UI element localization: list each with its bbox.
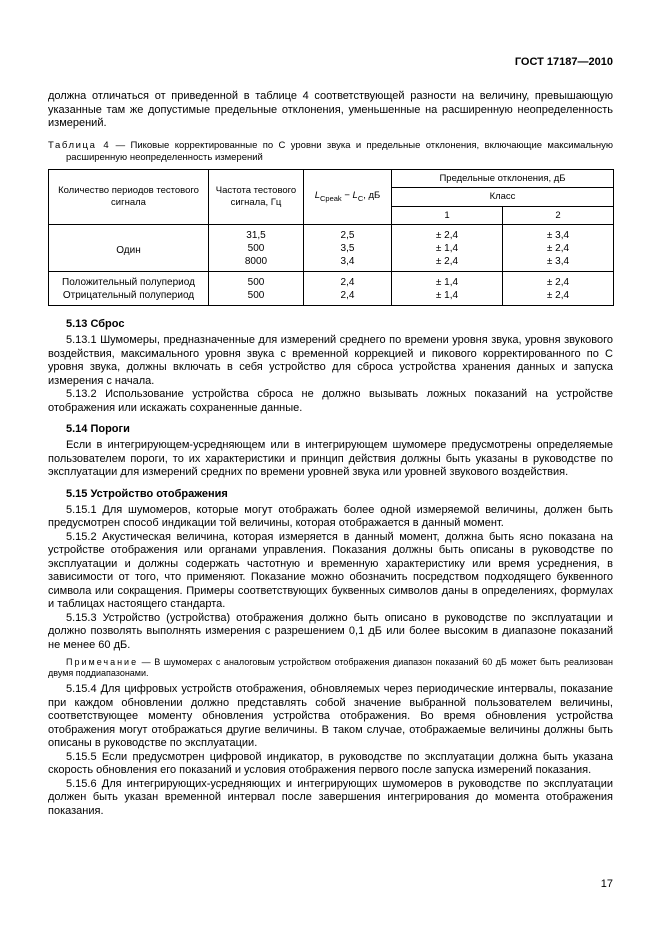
paragraph-5-15-1: 5.15.1 Для шумомеров, которые могут отображать более одной измеряемой величины, должен быть предусмотрен способ индикации той величины, которая отображается в данный момент. <box>48 503 613 529</box>
cell-lc: 2,4 <box>304 289 392 306</box>
paragraph-5-15-3: 5.15.3 Устройство (устройства) отображения должно быть описано в руководстве по эксплуатации и должно позволять выполнять измерения с разрешением 0,1 дБ или более высоким в диапазоне показаний не менее 60 дБ. <box>48 611 613 651</box>
col-header-class-2: 2 <box>503 206 614 225</box>
cell-class1: ± 1,4 <box>392 242 503 255</box>
lcpeak-symbol: L <box>314 189 320 201</box>
cell-group: Один <box>49 225 209 272</box>
cell-freq: 31,5 <box>209 225 304 243</box>
table-row <box>49 225 614 243</box>
minus-sign: − <box>341 189 353 201</box>
cell-freq: 500 <box>209 242 304 255</box>
table-4 <box>48 169 614 307</box>
table-caption-label: Таблица 4 <box>48 139 111 151</box>
cell-group: Положительный полупериод <box>49 272 209 290</box>
cell-class1: ± 1,4 <box>392 272 503 290</box>
paragraph-5-13-1: 5.13.1 Шумомеры, предназначенные для измерений среднего по времени уровня звука, уровня звукового воздействия, максимального уровня звука с временной коррекцией и пикового корректированного по C уровня звука, должны включать в себя устройство для сброса устройства хранения данных и запуска измерения с начала. <box>48 334 613 387</box>
paragraph-5-15-2: 5.15.2 Акустическая величина, которая измеряется в данный момент, должна быть ясно показана на устройстве отображения или органами управления. Показания должны быть описаны в руководстве по эксплуатации и должны содержать частотную и временную характеристику или время усреднения, в зависимости от того, что применяют. Показание можно обозначить посредством подходящего буквенного символа или сокращения. Примеры соответствующих буквенных символов даны в определениях, формулах и таблицах настоящего стандарта. <box>48 530 613 610</box>
note-5-15-3 <box>48 657 613 679</box>
cell-class2: ± 3,4 <box>503 225 614 243</box>
page-number: 17 <box>600 878 613 890</box>
lc-subscript: C <box>357 193 364 203</box>
section-heading-5-14: 5.14 Пороги <box>66 423 130 435</box>
paragraph-5-14: Если в интегрирующем-усредняющем или в интегрирующем шумомере предусмотрены определяемые пользователем пороги, то их характеристики и принцип действия должны быть указаны в руководстве по эксплуатации для измерений средних по времени уровней звука или уровней звукового воздействия. <box>48 439 613 478</box>
cell-lc: 2,5 <box>304 225 392 243</box>
table-row <box>49 272 614 290</box>
db-unit: , дБ <box>363 189 381 201</box>
paragraph-5-15-6: 5.15.6 Для интегрирующих-усредняющих и интегрирующих шумомеров в руководстве по эксплуатации должен быть указан временной интервал после завершения интегрирования до момента отображения показания. <box>48 777 613 817</box>
note-label: Примечание <box>66 657 139 667</box>
table-caption <box>48 140 613 164</box>
cell-lc: 3,5 <box>304 242 392 255</box>
col-header-periods: Количество периодов тестового сигнала <box>49 169 209 225</box>
col-header-class-1: 1 <box>392 206 503 225</box>
paragraph-5-15-5: 5.15.5 Если предусмотрен цифровой индикатор, в руководстве по эксплуатации должна быть указана скорость обновления его показаний и условия отображения первого после запуска измерений показания. <box>48 750 613 776</box>
cell-class2: ± 2,4 <box>503 289 614 306</box>
cell-class2: ± 2,4 <box>503 242 614 255</box>
paragraph-5-13-2: 5.13.2 Использование устройства сброса не должно вызывать ложных показаний на устройстве отображения или искажать сохраненные данные. <box>48 388 613 414</box>
cell-freq: 500 <box>209 289 304 306</box>
cell-lc: 2,4 <box>304 272 392 290</box>
col-header-frequency: Частота тестового сигнала, Гц <box>209 169 304 225</box>
table-row <box>49 289 614 306</box>
cell-freq: 500 <box>209 272 304 290</box>
col-header-lcpeak <box>304 169 392 225</box>
cell-class2: ± 3,4 <box>503 255 614 272</box>
note-text: — В шумомерах с аналоговым устройством отображения диапазон показаний 60 дБ может быть реализован двумя поддиапазонами. <box>48 657 613 678</box>
doc-code: ГОСТ 17187—2010 <box>514 56 613 68</box>
paragraph-5-15-4: 5.15.4 Для цифровых устройств отображения, обновляемых через периодические интервалы, показание при каждом обновлении должно представлять собой значение выбранной пользователем величины, соответствующее моменту обновления устройства отображения. Во время обновления устройства отображения могут отображаться другие величины. В таком случае, отображаемые величины должны быть описаны в руководстве по эксплуатации. <box>48 683 613 749</box>
intro-paragraph: должна отличаться от приведенной в таблице 4 соответствующей разности на величину, превышающую указанные там же допустимые предельные отклонения, уменьшенные на расширенную неопределенность измерений. <box>48 90 613 129</box>
table-header-row-1 <box>49 169 614 188</box>
lcpeak-subscript: Cpeak <box>320 193 342 203</box>
table-caption-separator: — <box>110 139 131 151</box>
cell-class1: ± 1,4 <box>392 289 503 306</box>
cell-class1: ± 2,4 <box>392 255 503 272</box>
section-heading-5-13: 5.13 Сброс <box>66 318 125 330</box>
col-header-limits-group: Предельные отклонения, дБ <box>392 169 614 188</box>
cell-class1: ± 2,4 <box>392 225 503 243</box>
cell-group: Отрицательный полупериод <box>49 289 209 306</box>
col-header-class: Класс <box>392 188 614 207</box>
cell-lc: 3,4 <box>304 255 392 272</box>
section-heading-5-15: 5.15 Устройство отображения <box>66 487 228 500</box>
cell-class2: ± 2,4 <box>503 272 614 290</box>
cell-freq: 8000 <box>209 255 304 272</box>
lc-symbol: L <box>352 189 358 201</box>
table-caption-text: Пиковые корректированные по C уровни звука и предельные отклонения, включающие максимальную расширенную неопределенность измерений <box>66 139 613 163</box>
